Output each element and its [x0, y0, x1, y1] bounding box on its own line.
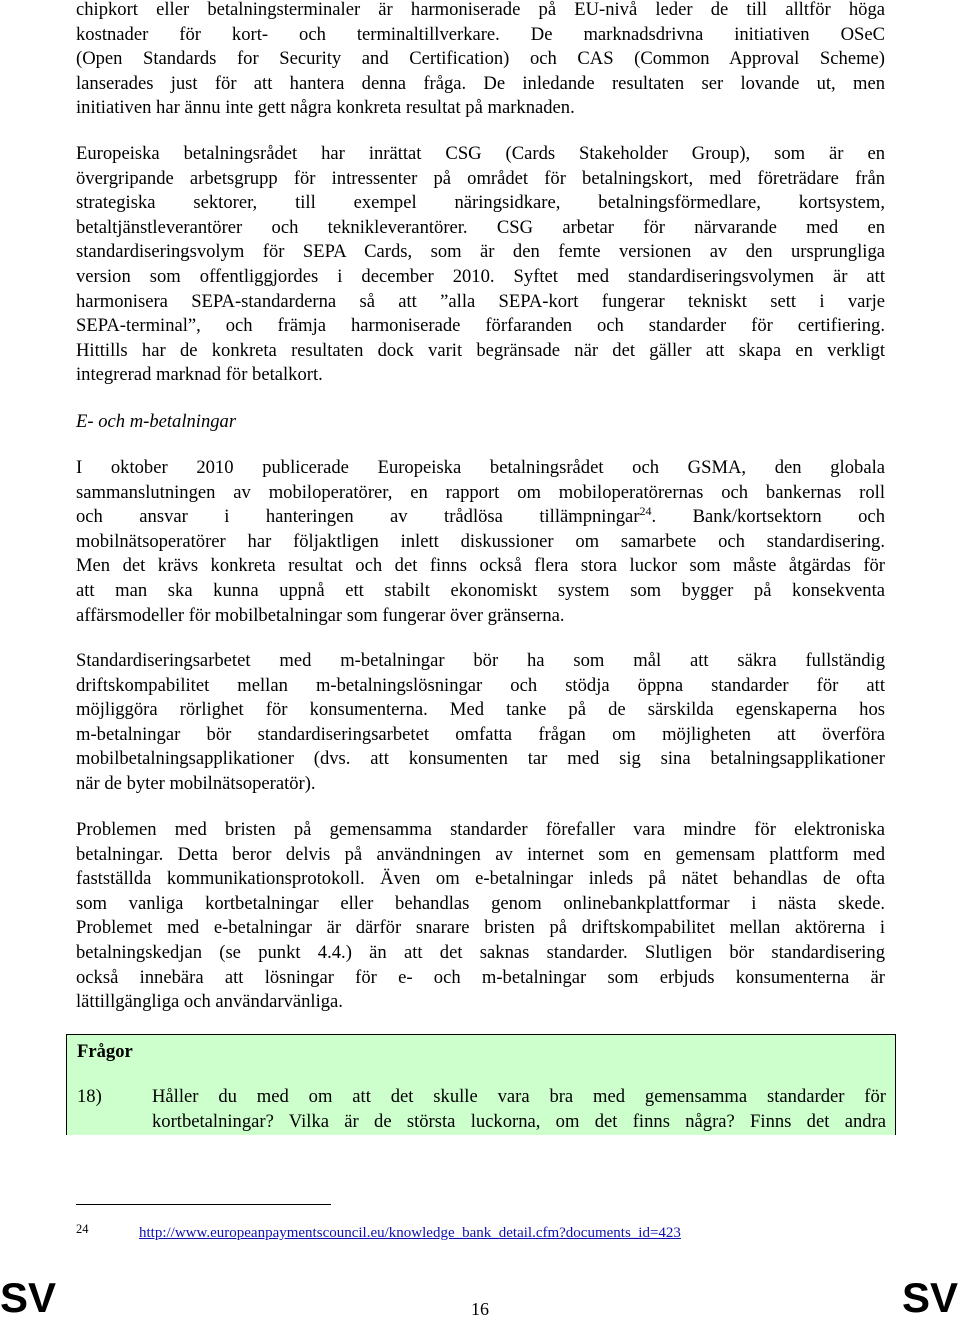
- text-line: harmonisera SEPA-standarderna så att ”alla SEPA-kort fungerar tekniskt sett i varje: [76, 290, 885, 312]
- text-line: som vanliga kortbetalningar eller behandlas genom onlinebankplattformar i nästa skede.: [76, 892, 885, 914]
- language-code-right: SV: [901, 1274, 958, 1321]
- text-line: version som offentliggjordes i december 2010. Syftet med standardiseringsvolymen är att: [76, 265, 885, 287]
- text-fragment: . Bank/kortsektorn och: [651, 506, 885, 528]
- text-line: standardiseringsvolym för SEPA Cards, som är den femte versionen av den ursprungliga: [76, 241, 885, 263]
- paragraph-e-payments: [76, 818, 885, 1015]
- text-line: SEPA-terminal”, och främja harmoniserade förfaranden och standarder för certifiering.: [76, 315, 885, 337]
- text-line: driftskompabilitet mellan m-betalningslösningar och stödja öppna standarder för att: [76, 674, 885, 696]
- text-line: lanserades just för att hantera denna fråga. De inledande resultaten ser lovande ut, men: [76, 72, 885, 94]
- question-number: 18): [77, 1086, 102, 1107]
- text-line: affärsmodeller för mobilbetalningar som fungerar över gränserna.: [76, 604, 565, 626]
- text-fragment: och ansvar i hanteringen av trådlösa tillämpningar: [76, 506, 640, 528]
- text-line: m-betalningar bör standardiseringsarbetet omfatta frågan om möjligheten att överföra: [76, 723, 885, 745]
- paragraph-m-payment-standardisation: [76, 649, 885, 797]
- text-line: Håller du med om att det skulle vara bra med gemensamma standarder för: [152, 1086, 886, 1107]
- text-line: fastställda kommunikationsprotokoll. Även om e-betalningar inleds på nätet behandlas de ofta: [76, 868, 885, 890]
- page-number: 16: [471, 1299, 489, 1319]
- text-line: betalningar. Detta beror delvis på användningen av internet som en gemensam plattform med: [76, 843, 885, 865]
- text-line: att man ska kunna uppnå ett stabilt ekonomiskt system som bygger på konsekventa: [76, 579, 885, 601]
- footnote-divider: [76, 1204, 331, 1205]
- text-line: möjliggöra rörlighet för konsumenterna. Med tanke på de särskilda egenskaperna hos: [76, 699, 885, 721]
- text-line: lättillgängliga och användarvänliga.: [76, 991, 343, 1013]
- text-line: I oktober 2010 publicerade Europeiska betalningsrådet och GSMA, den globala: [76, 457, 885, 478]
- text-line: övergripande arbetsgrupp för intressenter på området för betalningskort, med företrädare från: [76, 167, 885, 189]
- paragraph-card-terminal-standards: [76, 0, 885, 121]
- question-text: [152, 1085, 886, 1134]
- questions-box: [66, 1034, 896, 1135]
- text-line: betaltjänstleverantörer och teknikleverantörer. CSG arbetar för närvarande med en: [76, 216, 885, 238]
- text-line: kostnader för kort- och terminaltillverkare. De marknadsdrivna initiativen OSeC: [76, 23, 885, 45]
- text-line: betalningskedjan (se punkt 4.4.) än att det saknas standarder. Slutligen bör standardisering: [76, 941, 885, 963]
- text-line: sammanslutningen av mobiloperatörer, en rapport om mobiloperatörernas och bankernas roll: [76, 481, 885, 503]
- text-line: initiativen har ännu inte gett några konkreta resultat på marknaden.: [76, 97, 575, 119]
- text-line: Europeiska betalningsrådet har inrättat CSG (Cards Stakeholder Group), som är en: [76, 143, 885, 164]
- language-code-left: SV: [0, 1274, 57, 1321]
- text-line: kortbetalningar? Vilka är de största luckorna, om det finns några? Finns det andra: [152, 1110, 886, 1132]
- footnote-reference[interactable]: 24: [639, 504, 652, 518]
- questions-title: Frågor: [77, 1041, 133, 1062]
- text-line: Standardiseringsarbetet med m-betalningar bör ha som mål att säkra fullständig: [76, 650, 885, 671]
- text-line: mobilnätsoperatörer har följaktligen inlett diskussioner om samarbete och standardisering.: [76, 530, 885, 552]
- footnote-number: 24: [76, 1222, 89, 1236]
- text-line-with-footnote: [76, 505, 885, 530]
- text-line: chipkort eller betalningsterminaler är harmoniserade på EU-nivå leder de till alltför höga: [76, 0, 885, 20]
- text-line: när de byter mobilnätsoperatör).: [76, 772, 316, 794]
- paragraph-gsma-report: [76, 456, 885, 628]
- text-line: Hittills har de konkreta resultaten dock varit begränsade när det gäller att skapa en verkligt: [76, 339, 885, 361]
- text-line: Men det krävs konkreta resultat och det finns också flera stora luckor som måste åtgärdas för: [76, 555, 885, 577]
- text-line: mobilbetalningsapplikationer (dvs. att konsumenten tar med sig sina betalningsapplikationer: [76, 748, 885, 770]
- text-line: också innebära att lösningar för e- och m-betalningar som erbjuds konsumenterna är: [76, 966, 885, 988]
- text-line: integrerad marknad för betalkort.: [76, 364, 323, 386]
- section-heading: E- och m-betalningar: [76, 411, 237, 432]
- text-line: Problemen med bristen på gemensamma standarder förefaller vara mindre för elektroniska: [76, 819, 885, 840]
- text-line: Problemet med e-betalningar är därför snarare bristen på driftskompabilitet mellan aktörerna i: [76, 917, 885, 939]
- text-line: (Open Standards for Security and Certification) och CAS (Common Approval Scheme): [76, 48, 885, 70]
- text-line: strategiska sektorer, till exempel näringsidkare, betalningsförmedlare, kortsystem,: [76, 192, 885, 214]
- footnote-link[interactable]: http://www.europeanpaymentscouncil.eu/knowledge_bank_detail.cfm?documents_id=423: [139, 1225, 681, 1241]
- paragraph-csg: [76, 142, 885, 388]
